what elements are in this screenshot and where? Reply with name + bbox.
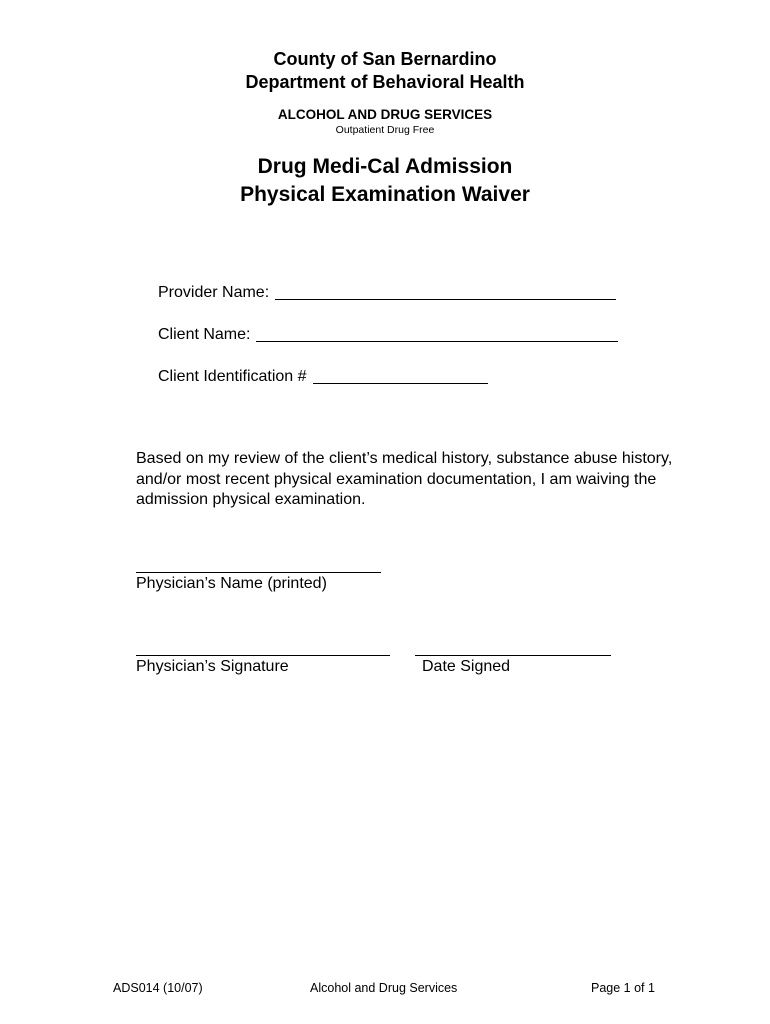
program-name: Outpatient Drug Free [335,124,435,136]
client-id-label: Client Identification # [158,368,307,385]
physician-name-field[interactable] [136,572,381,573]
physician-signature-field[interactable] [136,655,390,656]
division-name: ALCOHOL AND DRUG SERVICES [277,107,493,122]
client-name-row [158,325,618,344]
department-name: Department of Behavioral Health [245,72,525,92]
client-id-row [158,367,488,386]
physician-signature-label: Physician’s Signature [136,658,289,675]
provider-name-field[interactable] [275,283,616,300]
county-name: County of San Bernardino [273,49,497,69]
date-signed-field[interactable] [415,655,611,656]
client-name-field[interactable] [256,325,618,342]
form-title-line-2: Physical Examination Waiver [240,183,530,206]
footer-page-number: Page 1 of 1 [591,981,655,995]
physician-name-label: Physician’s Name (printed) [136,575,327,592]
date-signed-label: Date Signed [422,658,511,675]
client-name-label: Client Name: [158,326,251,343]
footer-department: Alcohol and Drug Services [310,981,458,995]
waiver-statement: Based on my review of the client’s medical history, substance abuse history, and/or most recent physical examination documentation, I am waiving the admission physical examination. [136,450,673,508]
provider-name-row [158,283,616,302]
provider-name-label: Provider Name: [158,284,270,301]
form-title-line-1: Drug Medi-Cal Admission [257,155,513,178]
client-id-field[interactable] [313,367,488,384]
footer-form-code: ADS014 (10/07) [113,981,203,995]
